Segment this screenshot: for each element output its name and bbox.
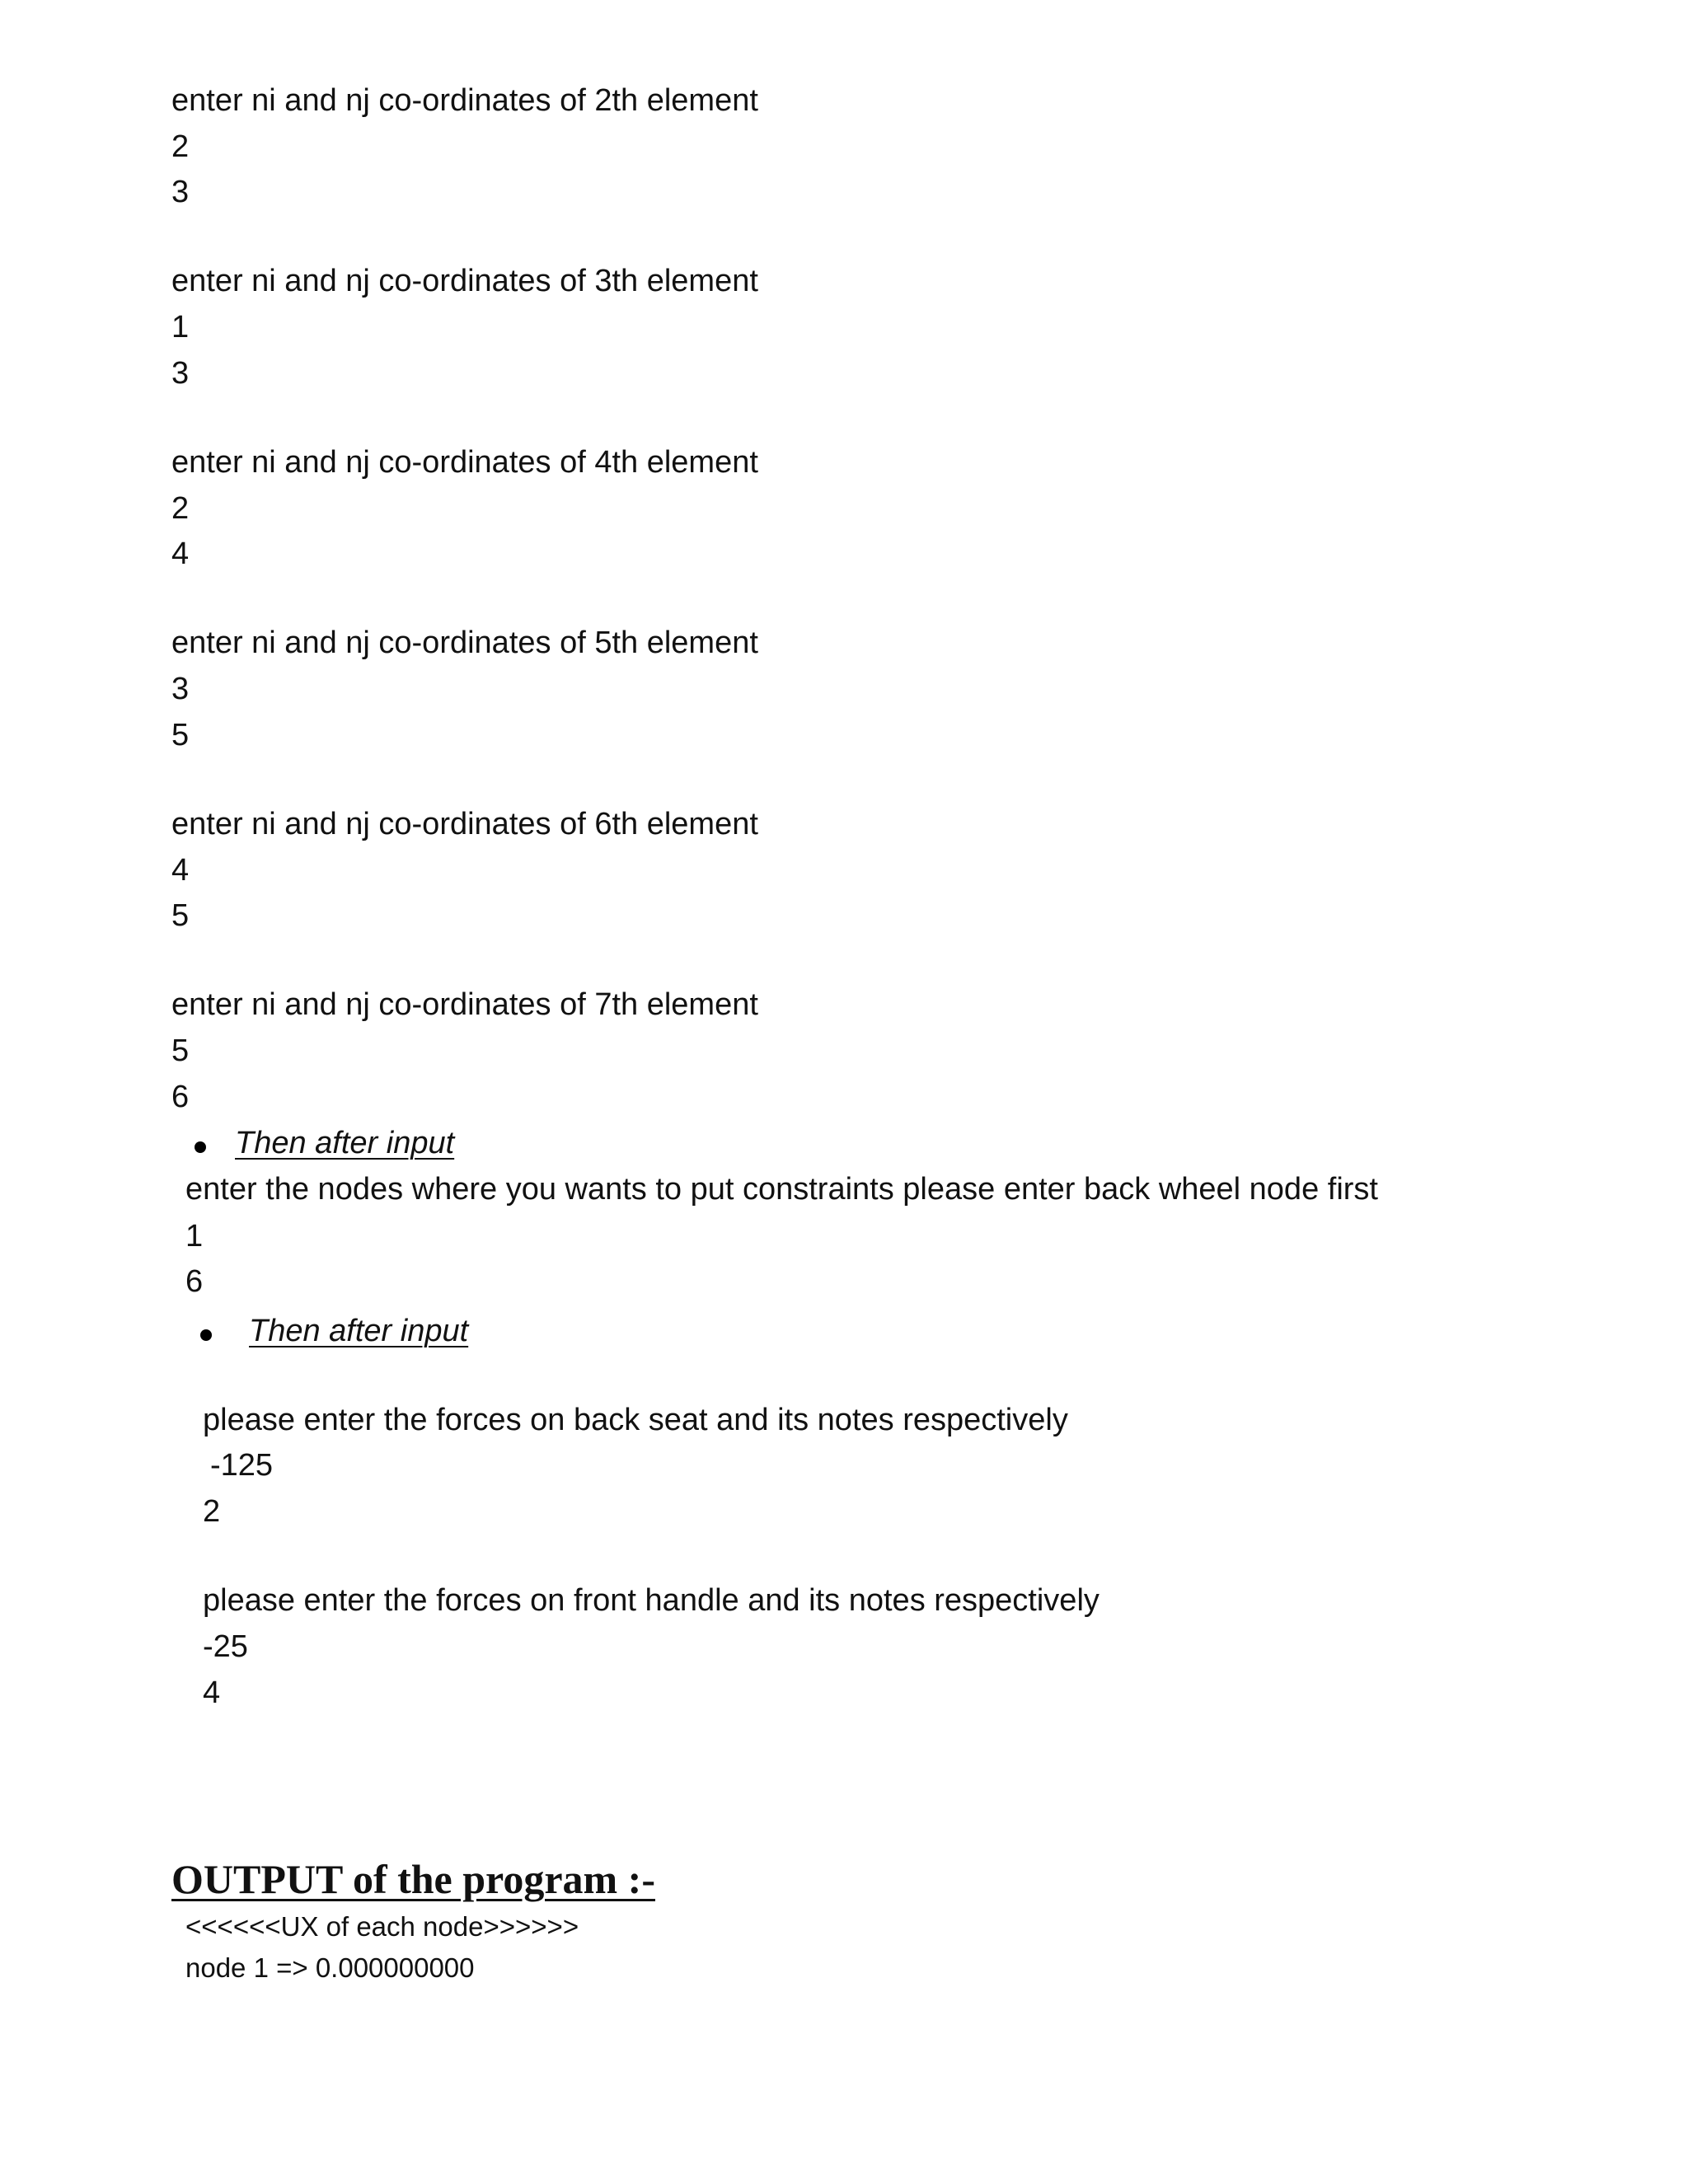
node-ux-line: node 1 => 0.000000000 [185, 1952, 475, 1983]
element-nj-value: 4 [171, 537, 190, 571]
front-handle-force-prompt: please enter the forces on front handle and its notes respectively [203, 1583, 1100, 1618]
element-ni-value: 4 [171, 853, 190, 888]
forces-bullet-text: Then after input [249, 1314, 469, 1348]
bullet-icon [195, 1141, 206, 1153]
element-nj-value: 6 [171, 1080, 190, 1114]
constraints-bullet-text: Then after input [235, 1126, 455, 1160]
front-handle-force-value: -25 [203, 1629, 248, 1664]
element-prompt: enter ni and nj co-ordinates of 2th element [171, 83, 758, 118]
back-seat-force-prompt: please enter the forces on back seat and its notes respectively [203, 1403, 1068, 1437]
element-nj-value: 3 [171, 356, 190, 391]
element-nj-value: 5 [171, 898, 190, 933]
element-prompt: enter ni and nj co-ordinates of 3th element [171, 264, 758, 298]
element-prompt: enter ni and nj co-ordinates of 7th element [171, 987, 758, 1022]
constraints-prompt: enter the nodes where you wants to put constraints please enter back wheel node first [185, 1172, 1378, 1207]
output-heading: OUTPUT of the program :- [171, 1856, 655, 1902]
element-ni-value: 2 [171, 129, 190, 164]
element-prompt: enter ni and nj co-ordinates of 4th element [171, 445, 758, 480]
element-nj-value: 5 [171, 718, 190, 752]
back-seat-force-value: -125 [210, 1448, 274, 1483]
bullet-icon [200, 1329, 212, 1341]
back-seat-node-value: 2 [203, 1494, 221, 1529]
ux-header: <<<<<<UX of each node>>>>>> [185, 1911, 579, 1942]
element-ni-value: 1 [171, 310, 190, 344]
element-prompt: enter ni and nj co-ordinates of 5th element [171, 626, 758, 660]
constraint-node-value: 1 [185, 1219, 204, 1254]
element-ni-value: 3 [171, 672, 190, 706]
front-handle-node-value: 4 [203, 1675, 221, 1710]
element-prompt: enter ni and nj co-ordinates of 6th element [171, 807, 758, 841]
element-nj-value: 3 [171, 175, 190, 209]
element-ni-value: 5 [171, 1033, 190, 1068]
constraint-node-value: 6 [185, 1264, 204, 1299]
element-ni-value: 2 [171, 491, 190, 526]
